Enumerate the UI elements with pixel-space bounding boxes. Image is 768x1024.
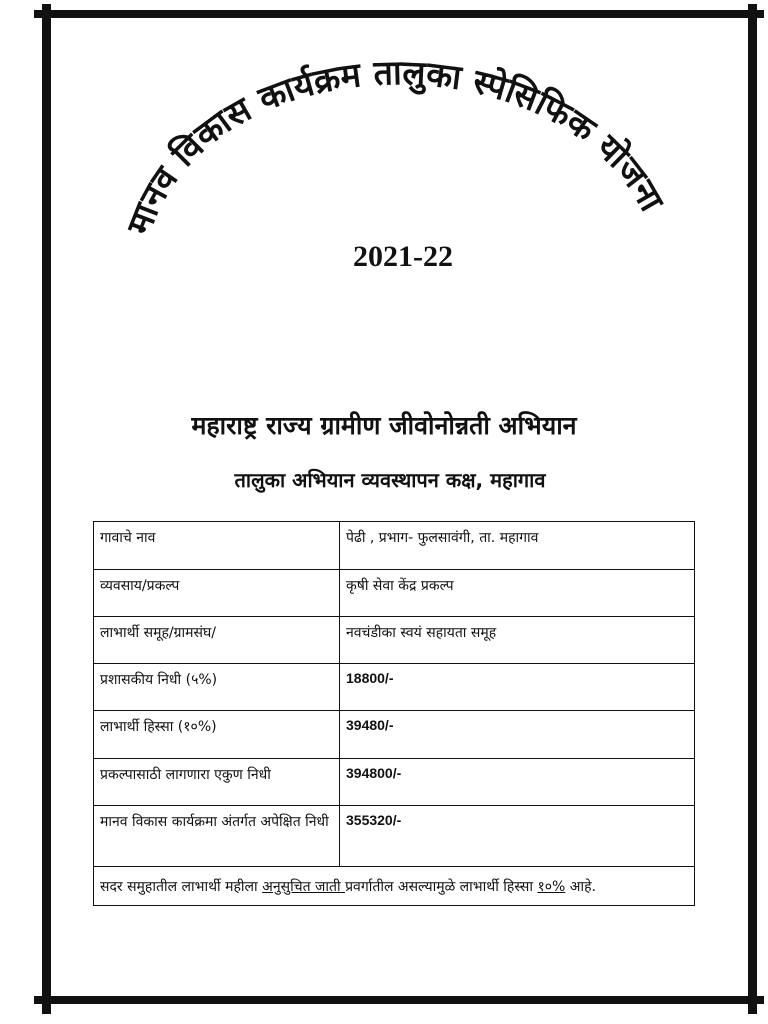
row-value: 394800/- [340,759,695,806]
row-value: कृषी सेवा केंद्र प्रकल्प [340,570,695,617]
row-label: प्रशासकीय निधी (५%) [94,664,340,711]
row-value: 39480/- [340,711,695,759]
project-info-table [93,521,695,906]
note-text-3: आहे. [565,879,596,895]
table-row [94,759,695,806]
note-underlined-percent: १०% [537,879,566,895]
year-label: 2021-22 [353,240,453,273]
note-text-1: सदर समुहातील लाभार्थी महीला [100,879,263,895]
row-value: 355320/- [340,806,695,867]
border-bottom [34,996,764,1004]
sub-heading: तालुका अभियान व्यवस्थापन कक्ष, महागाव [234,468,546,492]
note-text-2: प्रवर्गातील असल्यामुळे लाभार्थी हिस्सा [345,879,538,895]
table-row-note [94,867,695,906]
row-label: लाभार्थी हिस्सा (१०%) [94,711,340,759]
row-value: 18800/- [340,664,695,711]
table-row [94,711,695,759]
row-label: गावाचे नाव [94,522,340,570]
note-cell [94,867,695,906]
row-value: नवचंडीका स्वयं सहायता समूह [340,617,695,664]
row-label: व्यवसाय/प्रकल्प [94,570,340,617]
note-underlined-caste: अनुसुचित जाती [262,879,346,895]
table-row [94,806,695,867]
table-row [94,522,695,570]
table-row [94,664,695,711]
table-row [94,570,695,617]
row-label: लाभार्थी समूह/ग्रामसंघ/ [94,617,340,664]
row-value: पेढी , प्रभाग- फुलसावंगी, ता. महागाव [340,522,695,570]
row-label: प्रकल्पासाठी लागणारा एकुण निधी [94,759,340,806]
arc-title-path: मानव विकास कार्यक्रम तालुका स्पेसिफिक योजना [119,53,672,241]
arc-title-text [119,53,672,241]
table-row [94,617,695,664]
row-label: मानव विकास कार्यक्रमा अंतर्गत अपेक्षित निधी [94,806,340,867]
main-heading: महाराष्ट्र राज्य ग्रामीण जीवोनोन्नती अभियान [191,411,577,440]
